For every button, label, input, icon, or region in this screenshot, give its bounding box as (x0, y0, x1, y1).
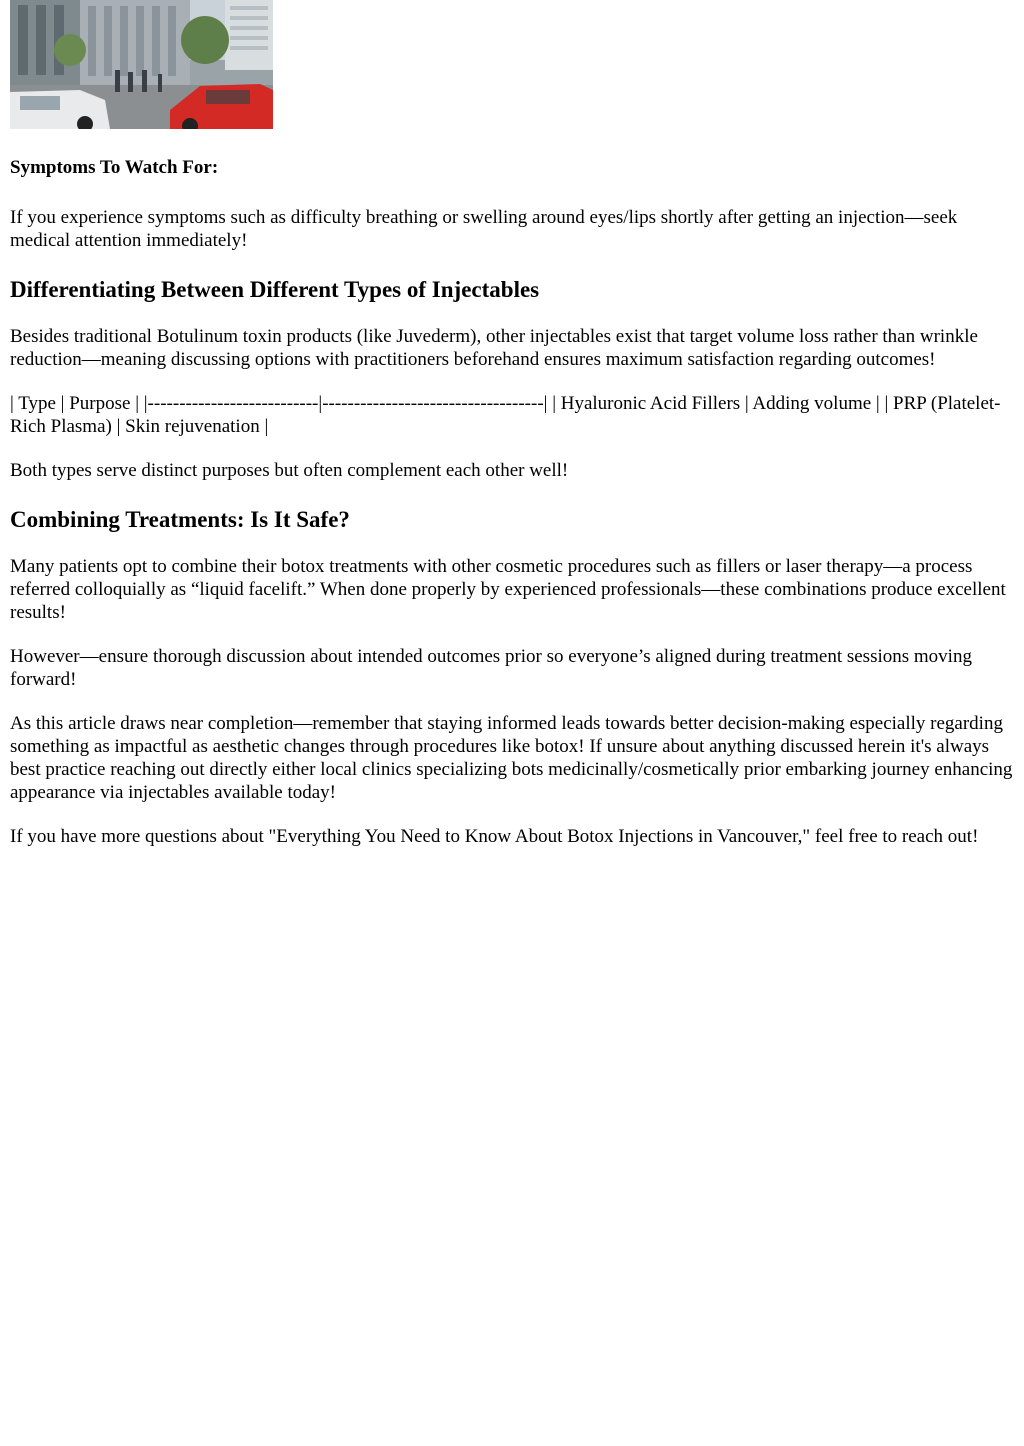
street-photo (10, 0, 273, 129)
symptoms-heading: Symptoms To Watch For: (10, 157, 219, 178)
article-body (10, 0, 1014, 848)
both-types-paragraph: Both types serve distinct purposes but often complement each other well! (10, 460, 569, 481)
however-paragraph: However—ensure thorough discussion about intended outcomes prior so everyone’s aligned during treatment sessions moving forward! (10, 646, 972, 690)
combining-paragraph: Many patients opt to combine their botox treatments with other cosmetic procedures such as fillers or laser therapy—a process referred colloquially as “liquid facelift.” When done properly by experienced professionals—these combinations produce excellent results! (10, 556, 1006, 623)
combining-heading: Combining Treatments: Is It Safe? (10, 507, 350, 532)
symptoms-paragraph: If you experience symptoms such as difficulty breathing or swelling around eyes/lips shortly after getting an injection—seek medical attention immediately! (10, 207, 958, 251)
injectables-table-text: | Type | Purpose | |---------------------------|-----------------------------------| | Hyaluronic Acid Fillers | Adding volume | | PRP (Platelet-Rich Plasma) | Skin rejuvenation | (10, 393, 1001, 437)
questions-paragraph: If you have more questions about "Everything You Need to Know About Botox Injections in Vancouver," feel free to reach out! (10, 826, 979, 847)
injectables-heading: Differentiating Between Different Types of Injectables (10, 277, 540, 302)
conclusion-paragraph: As this article draws near completion—remember that staying informed leads towards better decision-making especially regarding something as impactful as aesthetic changes through procedures like botox! If unsure about anything discussed herein it's always best practice reaching out directly either local clinics specializing bots medicinally/cosmetically prior embarking journey enhancing appearance via injectables available today! (10, 713, 1013, 803)
injectables-paragraph: Besides traditional Botulinum toxin products (like Juvederm), other injectables exist that target volume loss rather than wrinkle reduction—meaning discussing options with practitioners beforehand ensures maximum satisfaction regarding outcomes! (10, 326, 978, 370)
